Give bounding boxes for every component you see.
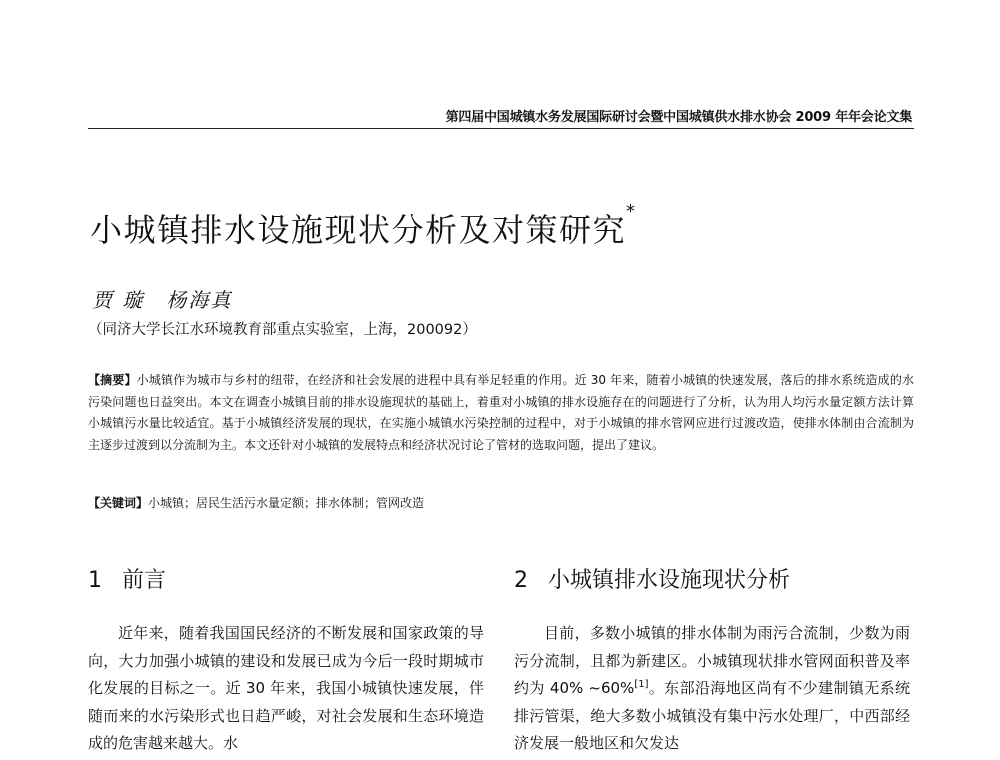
- section-1-heading: [88, 563, 166, 594]
- section-2-text-a: 目前，多数小城镇的排水体制为雨污合流制，少数为雨污分流制，且都为新建区。小城镇现状排水管网面积普及率约为 40% ~60%: [514, 624, 910, 697]
- header-rule: [88, 128, 914, 129]
- keywords: [88, 494, 914, 512]
- author-1: 贾 璇: [92, 288, 145, 312]
- section-2-number: 2: [514, 568, 528, 593]
- section-2-citation: [1]: [634, 679, 649, 690]
- affiliation: （同济大学长江水环境教育部重点实验室，上海，200092）: [88, 322, 477, 338]
- section-1-number: 1: [88, 568, 102, 593]
- section-2-title: 小城镇排水设施现状分析: [548, 568, 791, 593]
- running-header: 第四届中国城镇水务发展国际研讨会暨中国城镇供水排水协会 2009 年年会论文集: [445, 110, 912, 125]
- keywords-label: 【关键词】: [88, 496, 149, 510]
- authors: [92, 284, 232, 313]
- title-text: 小城镇排水设施现状分析及对策研究: [90, 211, 627, 249]
- section-2-paragraph: [514, 620, 910, 758]
- section-2-heading: [514, 563, 790, 594]
- title-footnote-mark: *: [626, 201, 637, 222]
- author-2: 杨海真: [166, 288, 233, 312]
- keywords-text: 小城镇；居民生活污水量定额；排水体制；管网改造: [148, 496, 425, 510]
- abstract: [88, 370, 914, 456]
- section-1-title: 前言: [122, 568, 167, 593]
- paper-title: [90, 201, 637, 251]
- section-2-text-b: 。东部沿海地区尚有不少建制镇无系统排污管渠，绝大多数小城镇没有集中污水处理厂，中西部经济发展一般地区和欠发达: [514, 679, 910, 752]
- section-1-paragraph: 近年来，随着我国国民经济的不断发展和国家政策的导向，大力加强小城镇的建设和发展已成为今后一段时期城市化发展的目标之一。近 30 年来，我国小城镇快速发展，伴随而来的水污染形式也日趋严峻，对社会发展和生态环境造成的危害越来越大。水: [88, 624, 484, 752]
- abstract-text: 小城镇作为城市与乡村的纽带，在经济和社会发展的进程中具有举足轻重的作用。近 30 年来，随着小城镇的快速发展，落后的排水系统造成的水污染问题也日益突出。本文在调查小城镇目前的排水设施现状的基础上，着重对小城镇的排水设施存在的问题进行了分析，认为用人均污水量定额方法计算小城镇污水量比较适宜。基于小城镇经济发展的现状，在实施小城镇水污染控制的过程中，对于小城镇的排水管网应进行过渡改造，使排水体制由合流制为主逐步过渡到以分流制为主。本文还针对小城镇的发展特点和经济状况讨论了管材的选取问题，提出了建议。: [88, 373, 914, 452]
- abstract-label: 【摘要】: [88, 373, 137, 387]
